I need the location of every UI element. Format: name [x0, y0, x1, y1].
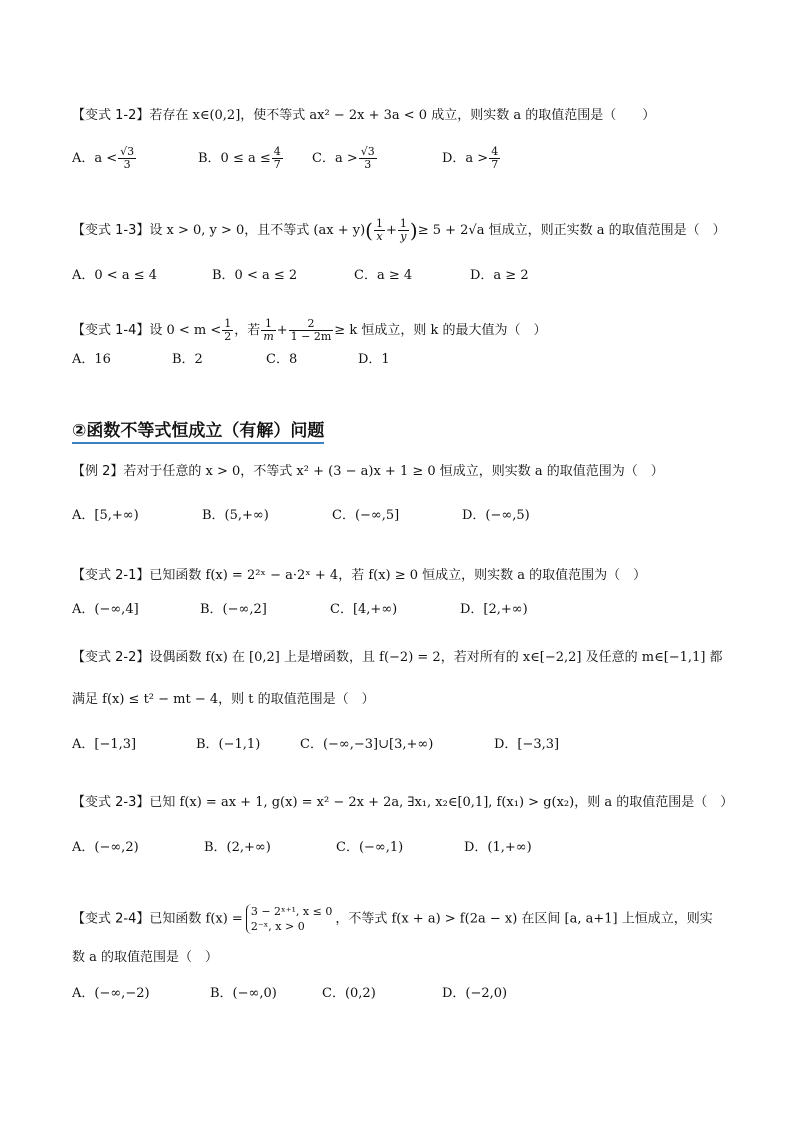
option-c[interactable]: C．(−∞,1)	[336, 840, 404, 855]
question-text: 若存在 x∈(0,2]，使不等式 ax² − 2x + 3a < 0 成立，则实数 a 的取值范围是（ ）	[149, 108, 656, 123]
options-1-2	[72, 145, 732, 171]
option-label: B．0 ≤ a ≤	[198, 151, 271, 166]
option-b[interactable]: B．(−1,1)	[196, 737, 261, 752]
option-c[interactable]: C．(−∞,−3]∪[3,+∞)	[300, 737, 434, 752]
option-c[interactable]	[312, 146, 378, 171]
option-d[interactable]	[442, 146, 501, 171]
option-d[interactable]: D．[2,+∞)	[460, 602, 528, 617]
option-a[interactable]: A．[5,+∞)	[72, 508, 139, 523]
denominator: x	[376, 230, 383, 243]
question-1-4: 【变式 1-4】设 0 < m < $\frac{1}{2}$ ，若 $\frac{1}{m}$ + $\frac{2}{1 - 2m}$ ≥ k 恒成立，则 k 的最大值为（ ）	[72, 317, 547, 343]
question-text-pre: 设 x > 0, y > 0，且不等式 (ax + y)	[149, 223, 366, 238]
option-a[interactable]: A．(−∞,2)	[72, 840, 139, 855]
numerator: 4	[491, 145, 499, 158]
option-a[interactable]: A．(−∞,4]	[72, 602, 139, 617]
numerator: 4	[273, 145, 281, 158]
question-2-3	[72, 793, 732, 813]
option-c[interactable]: C．8	[266, 352, 298, 367]
fraction	[489, 146, 500, 171]
question-2-1	[72, 566, 732, 586]
option-b[interactable]	[198, 146, 284, 171]
numerator: 1	[261, 318, 275, 331]
case-2: 2⁻ˣ, x > 0	[250, 920, 305, 933]
numerator: 1	[224, 317, 232, 330]
section-heading: ②函数不等式恒成立（有解）问题	[72, 416, 324, 444]
question-text: 若对于任意的 x > 0，不等式 x² + (3 − a)x + 1 ≥ 0 恒成立，则实数 a 的取值范围为（ ）	[123, 464, 664, 479]
options-2-2	[72, 733, 732, 755]
question-text-line1: 设偶函数 f(x) 在 [0,2] 上是增函数，且 f(−2) = 2，若对所有的 x∈[−2,2] 及任意的 m∈[−1,1] 都	[149, 650, 723, 665]
option-b[interactable]: B．(2,+∞)	[204, 840, 271, 855]
option-d[interactable]: D．(1,+∞)	[464, 840, 532, 855]
denominator: 1 − 2m	[290, 330, 332, 343]
options-2-3	[72, 836, 732, 858]
option-b[interactable]: B．(5,+∞)	[202, 508, 269, 523]
numerator: √3	[360, 145, 375, 158]
options-2-1	[72, 598, 732, 620]
question-text: 已知函数 f(x) = 2²ˣ − a·2ˣ + 4，若 f(x) ≥ 0 恒成立，则实数 a 的取值范围为（ ）	[149, 568, 647, 583]
question-tag: 【变式 1-2】	[72, 108, 150, 123]
question-2-4	[72, 904, 732, 934]
question-2-4-line2	[72, 948, 732, 968]
option-c[interactable]: C．(0,2)	[322, 986, 376, 1001]
question-tag: 【变式 2-3】	[72, 795, 150, 810]
question-2-2-line2	[72, 690, 732, 710]
fraction-1-over-m	[261, 318, 275, 343]
numerator: 1	[399, 217, 407, 230]
fraction	[118, 146, 136, 171]
option-b[interactable]: B．(−∞,2]	[200, 602, 267, 617]
fraction-2-over-1-2m	[289, 318, 334, 343]
question-tag: 【变式 2-1】	[72, 568, 150, 583]
option-a[interactable]: A．[−1,3]	[72, 737, 137, 752]
question-text: 已知 f(x) = ax + 1, g(x) = x² − 2x + 2a, ∃x₁, x₂∈[0,1], f(x₁) > g(x₂)，则 a 的取值范围是（ ）	[149, 795, 734, 810]
option-d[interactable]: D．[−3,3]	[494, 737, 560, 752]
denominator: 3	[364, 158, 372, 171]
option-label: C．a >	[312, 151, 358, 166]
denominator: 7	[273, 158, 281, 171]
right-paren: )	[409, 218, 418, 243]
denominator: 7	[491, 158, 499, 171]
question-tag: 【例 2】	[72, 464, 124, 479]
question-tag: 【变式 2-2】	[72, 650, 150, 665]
question-text-post: ≥ k 恒成立，则 k 的最大值为（ ）	[334, 323, 547, 338]
fraction-1-over-y	[398, 218, 409, 243]
question-text-line2: 满足 f(x) ≤ t² − mt − 4，则 t 的取值范围是（ ）	[72, 692, 375, 707]
option-d[interactable]: D．(−∞,5)	[462, 508, 530, 523]
option-a[interactable]: A．16	[72, 352, 111, 367]
case-1: 3 − 2ˣ⁺¹, x ≤ 0	[250, 905, 333, 918]
option-d[interactable]: D．a ≥ 2	[470, 268, 529, 283]
question-text-post: ，不等式 f(x + a) > f(2a − x) 在区间 [a, a+1] 上恒成立，则实	[335, 911, 713, 927]
option-b[interactable]: B．(−∞,0)	[210, 986, 277, 1001]
piecewise-brace	[246, 904, 333, 934]
options-ex2	[72, 504, 732, 526]
question-tag: 【变式 1-3】	[72, 223, 150, 238]
question-text-post: ≥ 5 + 2√a 恒成立，则正实数 a 的取值范围是（ ）	[417, 223, 726, 238]
question-tag: 【变式 2-4】	[72, 911, 150, 927]
fraction	[272, 146, 283, 171]
numerator: √3	[120, 145, 135, 158]
option-d[interactable]: D．1	[358, 352, 390, 367]
question-text-pre: 设 0 < m <	[149, 323, 222, 338]
question-2-2	[72, 648, 732, 668]
question-text-pre: 已知函数 f(x) =	[149, 911, 243, 927]
option-c[interactable]: C．(−∞,5]	[332, 508, 400, 523]
option-a[interactable]: A．(−∞,−2)	[72, 986, 150, 1001]
option-a[interactable]: A．0 < a ≤ 4	[72, 268, 157, 283]
denominator: 2	[224, 330, 232, 343]
example-2	[72, 462, 732, 482]
denominator: y	[400, 230, 407, 243]
question-text-mid: ，若	[234, 323, 261, 338]
numerator: 2	[289, 318, 334, 331]
fraction-1-over-2	[222, 318, 233, 343]
option-c[interactable]: C．a ≥ 4	[354, 268, 413, 283]
left-paren: (	[365, 218, 373, 243]
question-1-3: 【变式 1-3】设 x > 0, y > 0，且不等式 (ax + y)( $\frac{1}{x}$ + $\frac{1}{y}$ )≥ 5 + 2√a 恒成立，则正实数 a 的取值范围是（ ）	[72, 217, 726, 243]
option-b[interactable]: B．0 < a ≤ 2	[212, 268, 298, 283]
options-1-3	[72, 264, 732, 286]
option-label: A．a <	[72, 151, 118, 166]
options-2-4	[72, 982, 732, 1004]
question-tag: 【变式 1-4】	[72, 323, 150, 338]
numerator: 1	[375, 217, 383, 230]
fraction-1-over-x	[374, 218, 385, 243]
option-b[interactable]: B．2	[172, 352, 203, 367]
denominator: 3	[123, 158, 131, 171]
denominator: m	[263, 330, 274, 343]
option-label: D．a >	[442, 151, 489, 166]
options-1-4	[72, 348, 732, 370]
option-c[interactable]: C．[4,+∞)	[330, 602, 398, 617]
question-text-line2: 数 a 的取值范围是（ ）	[72, 950, 219, 965]
option-a[interactable]	[72, 146, 137, 171]
option-d[interactable]: D．(−2,0)	[442, 986, 508, 1001]
fraction	[359, 146, 377, 171]
question-1-2	[72, 106, 732, 126]
